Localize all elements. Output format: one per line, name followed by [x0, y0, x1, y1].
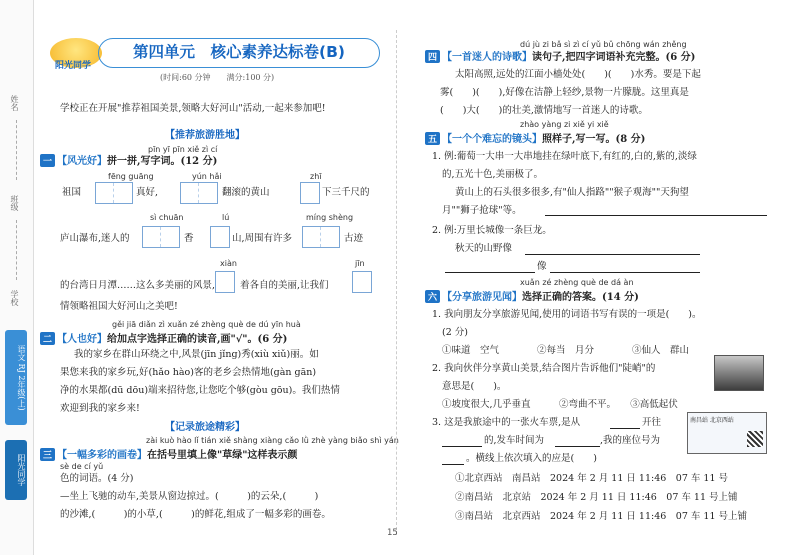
q6-item3-option2[interactable]: ②南昌站 北京站 2024 年 2 月 11 日 11:46 07 车 11 号上铺: [455, 492, 738, 503]
q1-heading: [40, 152, 217, 167]
q2-pinyin: gěi jiā diǎn zì xuǎn zé zhèng què de dú yīn huà: [112, 320, 301, 329]
page-divider: [396, 30, 397, 535]
q5-task1-b: 月""狮子抢球"等。: [442, 205, 522, 216]
train-ticket-image: [687, 412, 767, 454]
pinyin-fengguang: fēng guāng: [108, 172, 154, 181]
q5-pinyin: zhào yàng zi xiě yi xiě: [520, 120, 609, 129]
answer-grid-fengguang[interactable]: [95, 182, 133, 204]
q6-instruction: 选择正确的答案。(14 分): [522, 292, 639, 303]
q3-instruction: 在括号里填上像"草绿"这样表示颜: [147, 450, 298, 461]
q2-instruction: 给加点字选择正确的读音,画"√"。(6 分): [107, 334, 288, 345]
q2-body-3: 净的水果都(dū dōu)端来招待您,让您吃个够(gòu gōu)。我们热情: [60, 385, 340, 396]
q1-line3-a: 的台湾日月潭……这么多美丽的风景,: [60, 280, 216, 291]
q5-task2-b: 像: [537, 261, 547, 272]
answer-grid-lu[interactable]: [210, 226, 230, 248]
binding-spine: [0, 0, 34, 555]
spine-school-label: 学校: [10, 290, 19, 306]
q5-example1-b: 的,五光十色,美丽极了。: [442, 169, 544, 180]
exam-meta: (时间:60 分钟 满分:100 分): [160, 73, 275, 82]
q3-instruction-2: 色的词语。(4 分): [60, 473, 134, 484]
q3-body-1: —坐上飞驰的动车,美景从窗边掠过。( )的云朵,( ): [60, 491, 319, 502]
pinyin-mingsheng: míng shèng: [306, 213, 354, 222]
answer-line-to[interactable]: [442, 435, 482, 447]
q6-item3-option3[interactable]: ③南昌站 北京西站 2024 年 2 月 11 日 11:46 07 车 11 号上铺: [455, 511, 748, 522]
answer-grid-jin[interactable]: [352, 271, 372, 293]
q4-body-1: 太阳高照,远处的江面小樯处处( )( )水秀。要是下起: [455, 69, 701, 80]
q3-number: 三: [40, 448, 55, 461]
q5-task1-a: 黄山上的石头很多很多,有"仙人指路""猴子观海""天狗望: [455, 187, 689, 198]
q6-pinyin: xuǎn zé zhèng què de dá àn: [520, 278, 634, 287]
spine-name-label: 姓名: [10, 95, 19, 111]
pinyin-xian: xiàn: [220, 259, 237, 268]
q6-item3-e: 。横线上依次填入的应是( ): [466, 453, 597, 464]
q5-heading: [425, 130, 645, 145]
q1-line4: 情领略祖国大好河山之美吧!: [60, 301, 178, 312]
huangshan-photo: [714, 355, 764, 391]
q5-number: 五: [425, 132, 440, 145]
q1-line2-c: 山,周围有许多: [232, 233, 293, 244]
q6-item3-c: 的,发车时间为: [484, 435, 545, 446]
answer-line-from[interactable]: [610, 417, 640, 429]
answer-line-task2a[interactable]: [525, 243, 700, 255]
answer-grid-sichuan[interactable]: [142, 226, 180, 248]
spine-subject-tab: 语文 RJ 2年级(上): [5, 330, 27, 425]
spine-divider: [16, 120, 17, 180]
q5-tag: 【一个个难忘的镜头】: [442, 134, 543, 145]
answer-line-time[interactable]: [555, 435, 600, 447]
pinyin-zhi: zhī: [310, 172, 322, 181]
q2-heading: [40, 330, 287, 345]
pinyin-jin: jīn: [355, 259, 365, 268]
q4-number: 四: [425, 50, 440, 63]
q1-line1-c: 翻滚的黄山: [222, 187, 270, 198]
q3-title2-pinyin: sè de cí yǔ: [60, 462, 104, 471]
answer-grid-mingsheng[interactable]: [302, 226, 340, 248]
q6-item1: 1. 我向朋友分享旅游见闻,使用的词语书写有误的一项是( )。: [432, 309, 702, 320]
ticket-stations: 南昌站 北京西站: [690, 417, 734, 424]
q2-body-2: 果您来我的家乡玩,好(hǎo hào)客的老乡会热情地(gàn gān): [60, 367, 317, 378]
page-number: 15: [387, 528, 398, 538]
intro-text: 学校正在开展"推荐祖国美景,领略大好河山"活动,一起来参加吧!: [60, 103, 326, 114]
q5-instruction: 照样子,写一写。(8 分): [542, 134, 646, 145]
q6-item2-b: 意思是( )。: [442, 381, 507, 392]
pinyin-sichuan: sì chuān: [150, 213, 184, 222]
pinyin-yunhai: yún hǎi: [192, 172, 222, 181]
q3-heading: [40, 446, 297, 461]
q1-line1-b: 真好,: [136, 187, 159, 198]
q6-item1-score: (2 分): [442, 327, 468, 338]
q1-line2-a: 庐山瀑布,迷人的: [60, 233, 130, 244]
q6-item3-option1[interactable]: ①北京西站 南昌站 2024 年 2 月 11 日 11:46 07 车 11 号: [455, 473, 729, 484]
q2-tag: 【人也好】: [57, 334, 108, 345]
answer-grid-yunhai[interactable]: [180, 182, 218, 204]
q2-body-4: 欢迎到我的家乡来!: [60, 403, 140, 414]
q5-example2: 2. 例:万里长城像一条巨龙。: [432, 225, 552, 236]
answer-line-task2c[interactable]: [550, 261, 700, 273]
q2-number: 二: [40, 332, 55, 345]
q1-line2-d: 古迹: [344, 233, 364, 244]
q6-item2: 2. 我向伙伴分享黄山美景,结合图片告诉他们"陡峭"的: [432, 363, 656, 374]
q6-number: 六: [425, 290, 440, 303]
q5-example1-a: 1. 例:葡萄一大串一大串地挂在绿叶底下,有红的,白的,紫的,淡绿: [432, 151, 697, 162]
q1-line1-d: 下三千尺的: [322, 187, 370, 198]
section-record: 【记录旅途精彩】: [165, 422, 245, 433]
spine-divider: [16, 220, 17, 280]
q4-body-2: 雾( )( ),好像在洁静上轻纱,景物一片朦胧。这里真是: [440, 87, 689, 98]
q3-body-2: 的沙滩,( )的小草,( )的鲜花,组成了一幅多彩的画卷。: [60, 509, 331, 520]
q3-tag: 【一幅多彩的画卷】: [57, 450, 148, 461]
answer-line-task2b[interactable]: [445, 261, 535, 273]
q2-body-1: 我的家乡在群山环绕之中,风景(jīn jǐng)秀(xiù xiǔ)丽。如: [74, 349, 319, 360]
q1-instruction: 拼一拼,写字词。(12 分): [107, 156, 218, 167]
q4-tag: 【一首迷人的诗歌】: [442, 52, 533, 63]
qr-code-icon: [747, 431, 763, 447]
q1-line1-a: 祖国: [62, 187, 82, 198]
q3-pinyin: zài kuò hào lǐ tián xiě shàng xiàng cǎo lǜ zhè yàng biǎo shì yán: [146, 436, 399, 445]
section-recommend: 【推荐旅游胜地】: [165, 130, 245, 141]
q6-item3-b: 开往: [642, 417, 662, 428]
q6-tag: 【分享旅游见闻】: [442, 292, 523, 303]
q1-line3-c: 着各自的美丽,让我们: [240, 280, 329, 291]
q1-line2-b: 香: [184, 233, 194, 244]
page-title: 第四单元 核心素养达标卷(B): [98, 38, 380, 68]
q1-number: 一: [40, 154, 55, 167]
q6-item2-options[interactable]: ①坡度很大,几乎垂直 ②弯曲不平。 ③高低起伏: [442, 399, 678, 410]
spine-class-label: 班级: [10, 195, 19, 211]
q4-heading: [425, 48, 695, 63]
q4-instruction: 读句子,把四字词语补充完整。(6 分): [532, 52, 696, 63]
answer-line-task1[interactable]: [545, 204, 767, 216]
q6-item1-options[interactable]: ①味道 空气 ②每当 月分 ③仙人 群山: [442, 345, 690, 356]
answer-line-seat[interactable]: [442, 453, 464, 465]
q1-tag: 【风光好】: [57, 156, 108, 167]
answer-grid-zhi[interactable]: [300, 182, 320, 204]
q6-heading: [425, 288, 639, 303]
q4-body-3: ( )大( )的壮美,激情地写一首迷人的诗歌。: [440, 105, 648, 116]
brand-logo-text: 阳光同学: [55, 61, 92, 71]
q1-title-pinyin: pīn yī pīn xiě zì cí: [148, 145, 218, 154]
pinyin-lu: lú: [222, 213, 230, 222]
answer-grid-xian[interactable]: [215, 271, 235, 293]
q6-item3: 3. 这是我旅途中的一张火车票,是从: [432, 417, 581, 428]
q4-pinyin: dú jù zi bǎ sì zì cí yǔ bǔ chōng wán zhěng: [520, 40, 687, 49]
q6-item3-d: ,我的座位号为: [600, 435, 661, 446]
q5-task2-a: 秋天的山野像: [455, 243, 513, 254]
spine-brand-tab: 阳光同学: [5, 440, 27, 500]
